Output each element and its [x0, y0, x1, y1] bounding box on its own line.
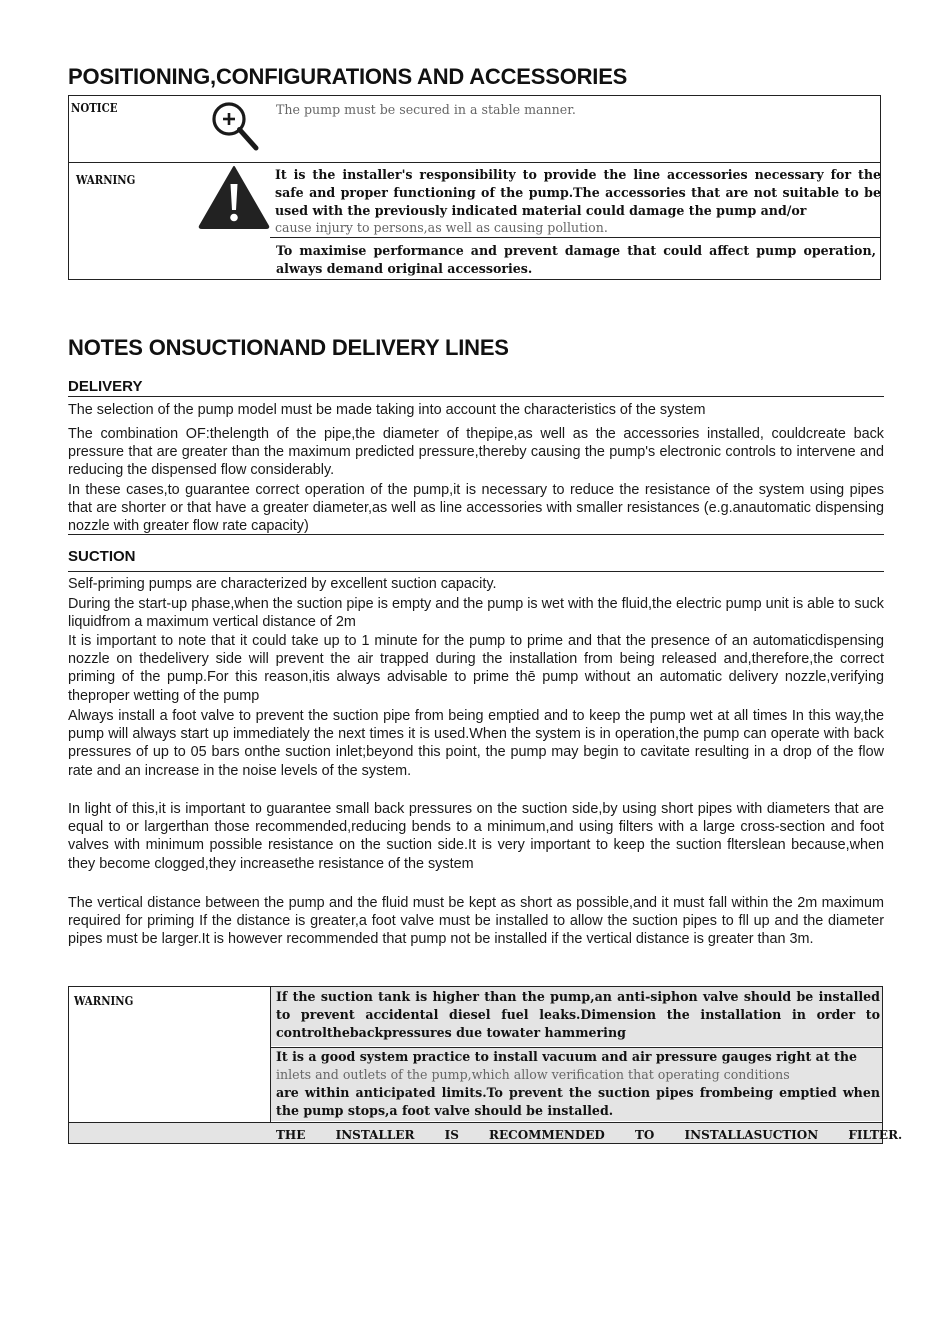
table-divider	[68, 162, 881, 163]
notice-text: The pump must be secured in a stable manner.	[276, 102, 576, 117]
suction-paragraph: The vertical distance between the pump and the fluid must be kept as short as possible,and it must fall within the 2m maximum required for priming If the distance is greater,a foot valve must be installed to allow the suction pipes to fll up and the diameter pipes must be larger.It is however recommended that pump not be installed if the vertical distance is greater than 3m.	[68, 895, 884, 948]
warning-row2-text-b: inlets and outlets of the pump,which allow verification that operating conditions	[276, 1067, 790, 1082]
table-vdivider	[270, 986, 271, 1122]
delivery-paragraph: The selection of the pump model must be made taking into account the characteristics of the system	[68, 402, 706, 418]
delivery-rule	[68, 396, 884, 397]
suction-paragraph: Self-priming pumps are characterized by excellent suction capacity.	[68, 576, 497, 592]
notice-label: NOTICE	[71, 101, 118, 115]
delivery-paragraph: The combination OF:thelength of the pipe,the diameter of thepipe,as well as the accessories installed, couldcreate back pressure that are greater than the maximum predicted pressure,thereby causing the pump's electronic controls to intervene and reducing the dispensed flow considerably.	[68, 426, 884, 479]
section-title-positioning: POSITIONING,CONFIGURATIONS AND ACCESSORIES	[68, 64, 628, 89]
warning-row1-text: If the suction tank is higher than the pump,an anti-siphon valve should be installed to prevent accidental diesel fuel leaks.Dimension the installation in order to controlthebackpressures due towater hammering	[276, 989, 880, 1040]
warning-text: It is the installer's responsibility to provide the line accessories necessary for the safe and proper functioning of the pump.The accessories that are not suitable to be used with the previously indicated material could damage the pump and/or	[275, 167, 881, 218]
warning-triangle-icon	[197, 164, 271, 230]
suction-paragraph: Always install a foot valve to prevent the suction pipe from being emptied and to keep the pump wet at all times In this way,the pump will always start up immediately the next times it is used.When the system is in operation,the pump can operate with back pressures of up to 05 bars onthe suction inlet;beyond this point, the pump may begin to cavitate resulting in a drop of the flow rate and an increase in the noise levels of the system.	[68, 708, 884, 779]
table-divider	[270, 237, 881, 238]
magnifier-plus-icon	[208, 98, 268, 154]
warning-table-label: WARNING	[74, 994, 134, 1008]
suction-rule	[68, 571, 884, 572]
suction-paragraph: During the start-up phase,when the suction pipe is empty and the pump is wet with the fluid,the electric pump unit is able to suck liquidfrom a maximum vertical distance of 2m	[68, 596, 884, 631]
section-title-notes: NOTES ONSUCTIONAND DELIVERY LINES	[68, 335, 509, 360]
suction-paragraph: In light of this,it is important to guarantee small back pressures on the suction side,by using short pipes with diameters that are equal to or largerthan those recommended,reducing bends to a minimum,and using filters with a large cross-section and foot valves with minimum possible resistance on the suction side.It is very important to keep the suction flterslean because,when they become clogged,they increasethe resistance of the system	[68, 801, 884, 872]
warning-text-continued: cause injury to persons,as well as causing pollution.	[275, 220, 608, 235]
warning-text-block	[275, 166, 881, 220]
delivery-bottom-rule	[68, 534, 884, 535]
warning-footer-text: THE INSTALLER IS RECOMMENDED TO INSTALLASUCTION FILTER.	[276, 1128, 903, 1142]
warning-row2-text-c: are within anticipated limits.To prevent the suction pipes frombeing emptied when the pump stops,a foot valve should be installed.	[276, 1085, 880, 1118]
suction-heading: SUCTION	[68, 548, 136, 565]
maximise-text: To maximise performance and prevent damage that could affect pump operation, always demand original accessories.	[276, 243, 876, 276]
delivery-paragraph: In these cases,to guarantee correct operation of the pump,it is necessary to reduce the resistance of the system using pipes that are shorter or that have a greater diameter,as well as line accessories with smaller resistances (e.g.anautomatic dispensing nozzle with greater flow rate capacity)	[68, 482, 884, 535]
warning-label: WARNING	[76, 173, 136, 187]
delivery-heading: DELIVERY	[68, 378, 143, 395]
suction-paragraph: It is important to note that it could take up to 1 minute for the pump to prime and that the presence of an automaticdispensing nozzle on thedelivery side will prevent the air trapped during the installation from being released and,therefore,the correct priming of the pump.For this reason,itis always advisable to prime thē pump without an automatic delivery nozzle,verifying theproper wetting of the pump	[68, 633, 884, 704]
warning-row2-text-a: It is a good system practice to install vacuum and air pressure gauges right at the	[276, 1049, 858, 1064]
table-divider	[68, 1122, 883, 1123]
